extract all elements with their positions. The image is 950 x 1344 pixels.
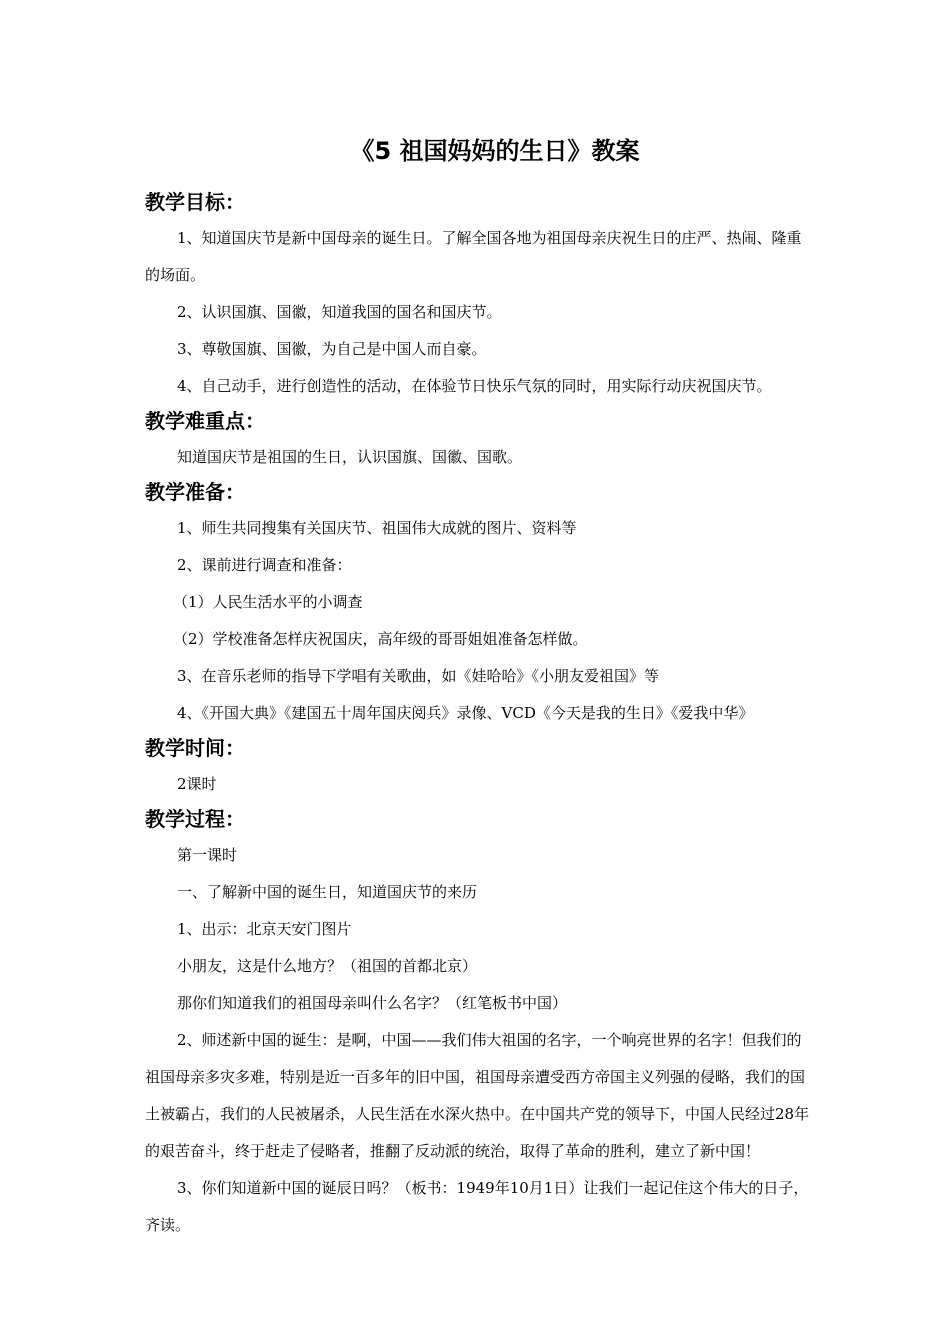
heading-time: 教学时间： xyxy=(145,736,245,760)
preparation-item: 1、师生共同搜集有关国庆节、祖国伟大成就的图片、资料等 xyxy=(177,519,577,537)
heading-goals: 教学目标： xyxy=(145,190,245,214)
time-item: 2课时 xyxy=(177,775,217,793)
goal-item: 2、认识国旗、国徽，知道我国的国名和国庆节。 xyxy=(177,303,502,321)
preparation-item: 4、《开国大典》《建国五十周年国庆阅兵》录像、VCD《今天是我的生日》《爱我中华》 xyxy=(177,704,754,722)
document-title: 《5 祖国妈妈的生日》教案 xyxy=(350,137,640,165)
goal-item: 4、自己动手，进行创造性的活动，在体验节日快乐气氛的同时，用实际行动庆祝国庆节。 xyxy=(177,377,772,395)
process-item: 1、出示：北京天安门图片 xyxy=(177,920,352,938)
preparation-subitem: （1）人民生活水平的小调查 xyxy=(173,593,363,611)
goal-item: 3、尊敬国旗、国徽，为自己是中国人而自豪。 xyxy=(177,340,487,358)
heading-key-points: 教学难重点： xyxy=(145,409,265,433)
process-item: 那你们知道我们的祖国母亲叫什么名字？（红笔板书中国） xyxy=(177,994,568,1012)
process-item: 3、你们知道新中国的诞辰日吗？（板书：1949年10月1日）让我们一起记住这个伟大的日子，齐读。 xyxy=(145,1179,809,1234)
preparation-subitem: （2）学校准备怎样庆祝国庆，高年级的哥哥姐姐准备怎样做。 xyxy=(173,630,588,648)
key-point-item: 知道国庆节是祖国的生日，认识国旗、国徽、国歌。 xyxy=(177,448,523,466)
heading-process: 教学过程： xyxy=(145,807,245,831)
preparation-item: 3、在音乐老师的指导下学唱有关歌曲，如《娃哈哈》《小朋友爱祖国》等 xyxy=(177,667,660,685)
heading-preparation: 教学准备： xyxy=(145,480,245,504)
process-item: 第一课时 xyxy=(177,846,238,864)
goal-item: 1、知道国庆节是新中国母亲的诞生日。了解全国各地为祖国母亲庆祝生日的庄严、热闹、隆重的场面。 xyxy=(145,229,802,284)
preparation-item: 2、课前进行调查和准备： xyxy=(177,556,352,574)
process-item: 2、师述新中国的诞生：是啊，中国——我们伟大祖国的名字，一个响亮世界的名字！但我们的祖国母亲多灾多难，特别是近一百多年的旧中国，祖国母亲遭受西方帝国主义列强的侵略，我们的国土被霸占，我们的人民被屠杀，人民生活在水深火热中。在中国共产党的领导下，中国人民经过28年的艰苦奋斗，终于赶走了侵略者，推翻了反动派的统治，取得了革命的胜利，建立了新中国！ xyxy=(145,1031,810,1160)
document-body xyxy=(145,186,815,1244)
process-item: 小朋友，这是什么地方？（祖国的首都北京） xyxy=(177,957,478,975)
process-item: 一、了解新中国的诞生日，知道国庆节的来历 xyxy=(177,883,478,901)
